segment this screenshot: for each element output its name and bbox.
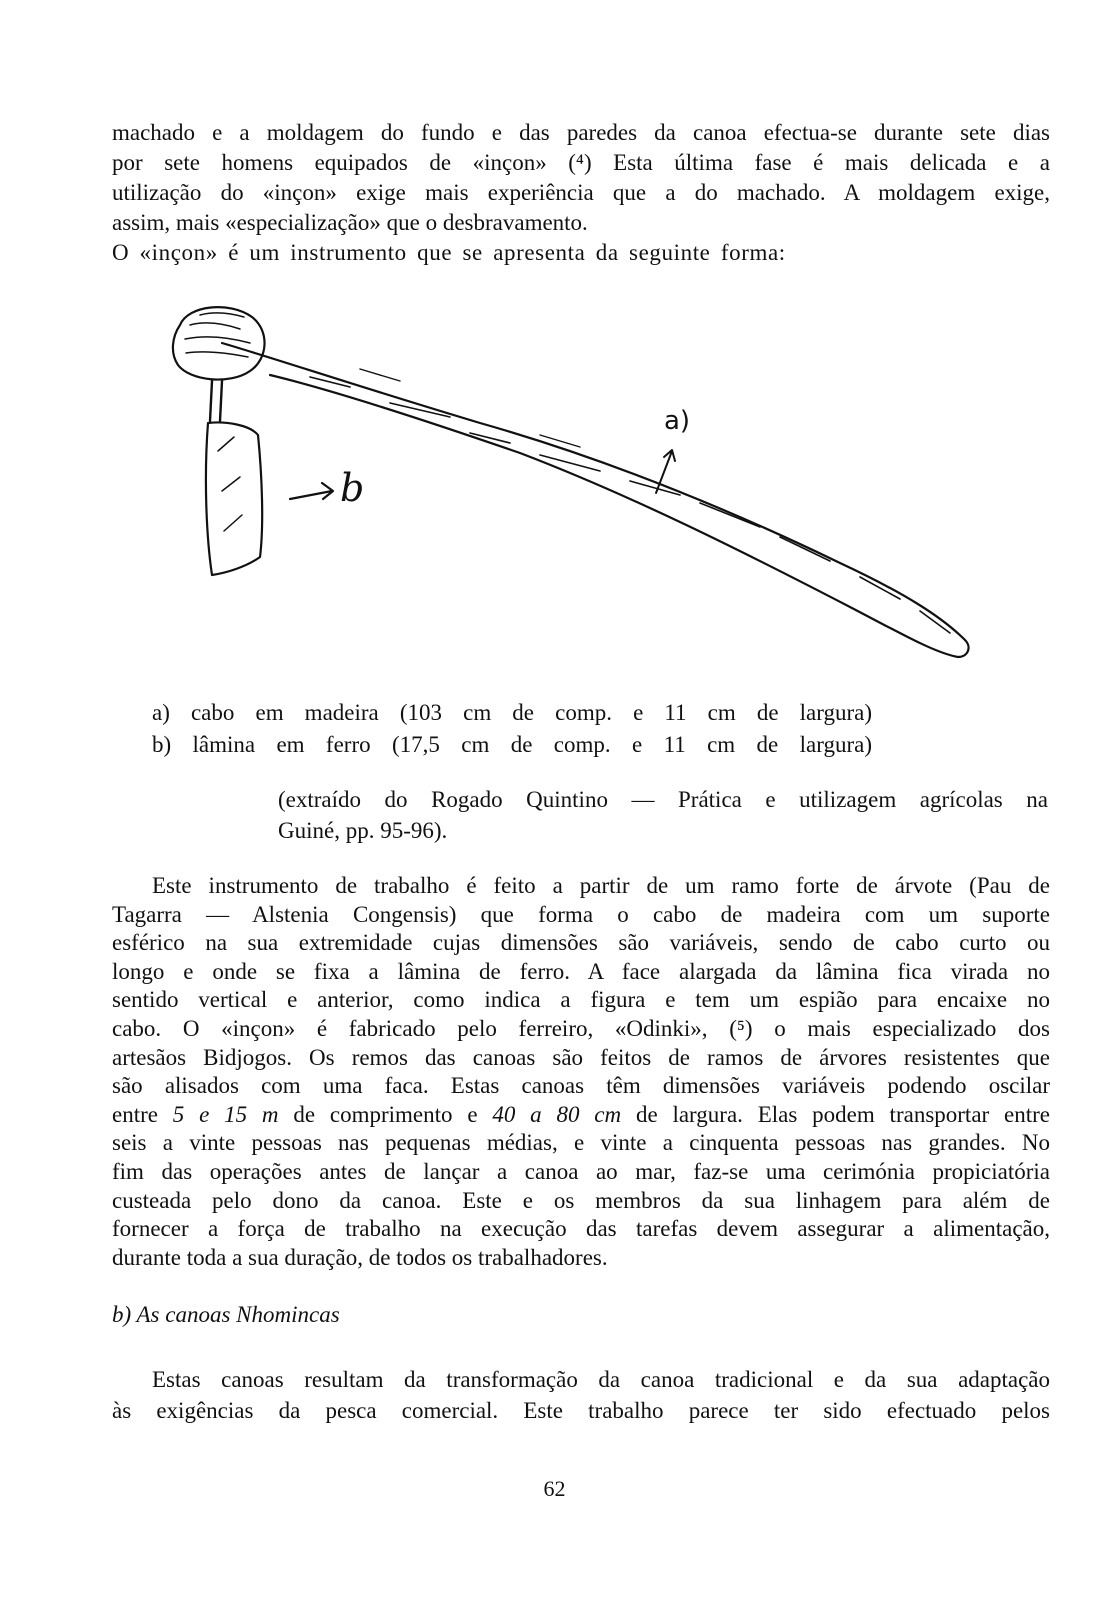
text-line: longo e onde se fixa a lâmina de ferro. A face alargada da lâmina fica virada no — [112, 958, 1050, 984]
text-line: machado e a moldagem do fundo e das paredes da canoa efectua-se durante sete dias — [112, 120, 1050, 145]
handle-shape — [222, 343, 969, 657]
paragraph-2 — [112, 238, 1050, 268]
text-line: assim, mais «especialização» que o desbravamento. — [112, 210, 588, 235]
text-line: custeada pelo dono da canoa. Este e os membros da sua linhagem para além de — [112, 1187, 1050, 1213]
paragraph-1 — [112, 118, 1050, 238]
figure-label-a: a) — [664, 406, 691, 436]
text-line: são alisados com uma faca. Estas canoas têm dimensões variáveis podendo oscilar — [112, 1073, 1050, 1099]
text-line: esférico na sua extremidade cujas dimensões são variáveis, sendo de cabo curto ou — [112, 930, 1050, 956]
incon-tool-figure — [160, 295, 1000, 695]
text-line: durante toda a sua duração, de todos os trabalhadores. — [112, 1244, 608, 1270]
text-line: cabo. O «inçon» é fabricado pelo ferreiro, «Odinki», (⁵) o mais especializado dos — [112, 1015, 1050, 1041]
text-line: fornecer a força de trabalho na execução das tarefas devem assegurar a alimentação, — [112, 1216, 1050, 1242]
text-line: utilização do «inçon» exige mais experiência que a do machado. A moldagem exige, — [112, 180, 1050, 205]
caption-line-b: b) lâmina em ferro (17,5 cm de comp. e 11 cm de largura) — [152, 732, 872, 757]
text-line: Este instrumento de trabalho é feito a partir de um ramo forte de árvote (Pau de — [152, 873, 1050, 898]
handle-head — [173, 307, 265, 379]
text-fragment: entre — [112, 1101, 173, 1127]
text-line: O «inçon» é um instrumento que se apresenta da seguinte forma: — [112, 240, 786, 265]
text-line: Estas canoas resultam da transformação da canoa tradicional e da sua adaptação — [152, 1367, 1050, 1392]
text-fragment-italic: 5 e 15 m — [172, 1101, 279, 1127]
section-heading: b) As canoas Nhomincas — [112, 1302, 340, 1327]
figure-caption — [152, 697, 872, 761]
figure-source — [278, 784, 1048, 846]
blade-shape — [206, 423, 262, 576]
page-number: 62 — [543, 1476, 566, 1501]
paragraph-3 — [112, 872, 1050, 1272]
figure-label-b: b — [340, 466, 365, 510]
text-line: seis a vinte pessoas nas pequenas médias, e vinte a cinquenta pessoas nas grandes. No — [112, 1130, 1050, 1156]
text-line: artesãos Bidjogos. Os remos das canoas são feitos de ramos de árvores resistentes que — [112, 1044, 1050, 1070]
caption-line-a: a) cabo em madeira (103 cm de comp. e 11 cm de largura) — [152, 700, 872, 725]
text-fragment: de largura. Elas podem transportar entre — [621, 1101, 1050, 1127]
text-line: sentido vertical e anterior, como indica a figura e tem um espião para encaixe no — [112, 987, 1050, 1013]
text-line: Tagarra — Alstenia Congensis) que forma o cabo de madeira com um suporte — [112, 901, 1050, 927]
paragraph-4 — [112, 1364, 1050, 1426]
source-line: Guiné, pp. 95-96). — [278, 818, 448, 843]
blade-tang — [210, 381, 222, 421]
text-line: fim das operações antes de lançar a canoa ao mar, faz-se uma cerimónia propiciatória — [112, 1158, 1050, 1184]
text-line: às exigências da pesca comercial. Este trabalho parece ter sido efectuado pelos — [112, 1398, 1050, 1423]
text-line — [112, 1101, 1050, 1130]
text-fragment-italic: 40 a 80 cm — [492, 1101, 622, 1127]
arrow-b — [290, 483, 333, 499]
text-line: por sete homens equipados de «inçon» (⁴) Esta última fase é mais delicada e a — [112, 150, 1050, 175]
text-fragment: de comprimento e — [278, 1101, 493, 1127]
source-line: (extraído do Rogado Quintino — Prática e utilizagem agrícolas na — [278, 787, 1048, 812]
